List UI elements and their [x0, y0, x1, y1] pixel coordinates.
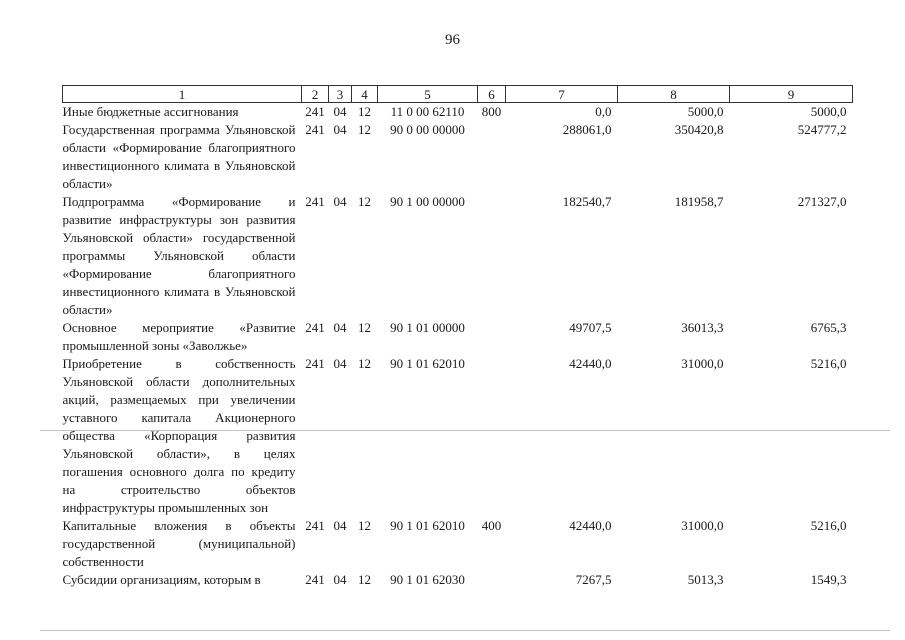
cell-amount-9: 5216,0 — [810, 356, 847, 371]
cell-expense-type: 400 — [481, 518, 502, 533]
table-row — [63, 121, 853, 193]
table-row — [63, 517, 853, 571]
row-description: Подпрограмма «Формирование и развитие инфраструктуры зон развития Ульяновской области» государственной программы Ульяновской области «Формирование благоприятного инвестиционного климата в Ульяновской области» — [62, 194, 296, 317]
cell-admin-code: 241 — [305, 194, 325, 209]
row-description: Капитальные вложения в объекты государственной (муниципальной) собственности — [62, 518, 296, 569]
cell-amount-9: 5000,0 — [810, 104, 847, 119]
cell-target-article: 11 0 00 62110 — [390, 104, 465, 119]
cell-subsection: 12 — [358, 572, 371, 587]
cell-amount-7: 7267,5 — [575, 572, 612, 587]
cell-amount-8: 31000,0 — [681, 356, 724, 371]
cell-admin-code: 241 — [305, 320, 325, 335]
cell-amount-8: 36013,3 — [681, 320, 724, 335]
cell-amount-8: 31000,0 — [681, 518, 724, 533]
cell-section: 04 — [333, 356, 347, 371]
cell-expense-type — [478, 355, 506, 517]
cell-amount-7: 288061,0 — [562, 122, 612, 137]
cell-amount-7: 42440,0 — [569, 518, 612, 533]
cell-expense-type — [478, 121, 506, 193]
cell-admin-code: 241 — [305, 356, 325, 371]
cell-amount-7: 49707,5 — [569, 320, 612, 335]
cell-amount-9: 1549,3 — [810, 572, 847, 587]
cell-target-article: 90 1 01 00000 — [390, 320, 465, 335]
header-cell-8: 8 — [618, 86, 730, 103]
scan-artifact-line — [40, 630, 890, 631]
cell-section: 04 — [333, 122, 347, 137]
page-number: 96 — [445, 32, 460, 48]
cell-subsection: 12 — [358, 518, 371, 533]
cell-amount-8: 181958,7 — [674, 194, 724, 209]
row-description: Иные бюджетные ассигнования — [62, 104, 239, 119]
row-description: Субсидии организациям, которым в — [62, 572, 261, 587]
scan-artifact-line — [40, 430, 890, 431]
cell-subsection: 12 — [358, 320, 371, 335]
cell-amount-9: 271327,0 — [797, 194, 847, 209]
cell-target-article: 90 1 00 00000 — [390, 194, 465, 209]
header-cell-7: 7 — [506, 86, 618, 103]
cell-amount-7: 42440,0 — [569, 356, 612, 371]
table-row — [63, 319, 853, 355]
cell-expense-type — [478, 193, 506, 319]
cell-target-article: 90 1 01 62010 — [390, 518, 465, 533]
cell-admin-code: 241 — [305, 572, 325, 587]
cell-admin-code: 241 — [305, 518, 325, 533]
row-description: Основное мероприятие «Развитие промышленной зоны «Заволжье» — [62, 320, 296, 353]
cell-expense-type: 800 — [481, 104, 502, 119]
table-row — [63, 193, 853, 319]
cell-expense-type — [478, 319, 506, 355]
table-header — [63, 86, 853, 103]
cell-subsection: 12 — [358, 104, 371, 119]
cell-amount-8: 350420,8 — [674, 122, 724, 137]
header-row — [63, 86, 853, 103]
cell-amount-8: 5013,3 — [687, 572, 724, 587]
header-cell-2: 2 — [302, 86, 329, 103]
cell-target-article: 90 0 00 00000 — [390, 122, 465, 137]
cell-subsection: 12 — [358, 356, 371, 371]
row-description: Государственная программа Ульяновской области «Формирование благоприятного инвестиционного климата в Ульяновской области» — [62, 122, 296, 191]
header-cell-9: 9 — [730, 86, 853, 103]
cell-section: 04 — [333, 518, 347, 533]
cell-subsection: 12 — [358, 194, 371, 209]
cell-admin-code: 241 — [305, 122, 325, 137]
cell-amount-8: 5000,0 — [687, 104, 724, 119]
table-row — [63, 571, 853, 589]
row-description: Приобретение в собственность Ульяновской области дополнительных акций, размещаемых при увеличении уставного капитала Акционерного общества «Корпорация развития Ульяновской области», в целях погашения основного долга по кредиту на строительство объектов инфраструктуры промышленных зон — [62, 356, 296, 515]
header-cell-1: 1 — [63, 86, 302, 103]
cell-amount-9: 6765,3 — [810, 320, 847, 335]
cell-section: 04 — [333, 320, 347, 335]
budget-table — [62, 85, 853, 589]
header-cell-6: 6 — [478, 86, 506, 103]
cell-section: 04 — [333, 572, 347, 587]
header-cell-5: 5 — [378, 86, 478, 103]
cell-amount-9: 5216,0 — [810, 518, 847, 533]
table-row — [63, 103, 853, 122]
cell-target-article: 90 1 01 62010 — [390, 356, 465, 371]
header-cell-3: 3 — [329, 86, 352, 103]
cell-expense-type — [478, 571, 506, 589]
header-cell-4: 4 — [352, 86, 378, 103]
cell-section: 04 — [333, 104, 347, 119]
cell-subsection: 12 — [358, 122, 371, 137]
table-row — [63, 355, 853, 517]
cell-amount-9: 524777,2 — [797, 122, 847, 137]
table-body — [63, 103, 853, 590]
cell-target-article: 90 1 01 62030 — [390, 572, 465, 587]
cell-amount-7: 0,0 — [595, 104, 612, 119]
cell-amount-7: 182540,7 — [562, 194, 612, 209]
cell-admin-code: 241 — [305, 104, 325, 119]
cell-section: 04 — [333, 194, 347, 209]
